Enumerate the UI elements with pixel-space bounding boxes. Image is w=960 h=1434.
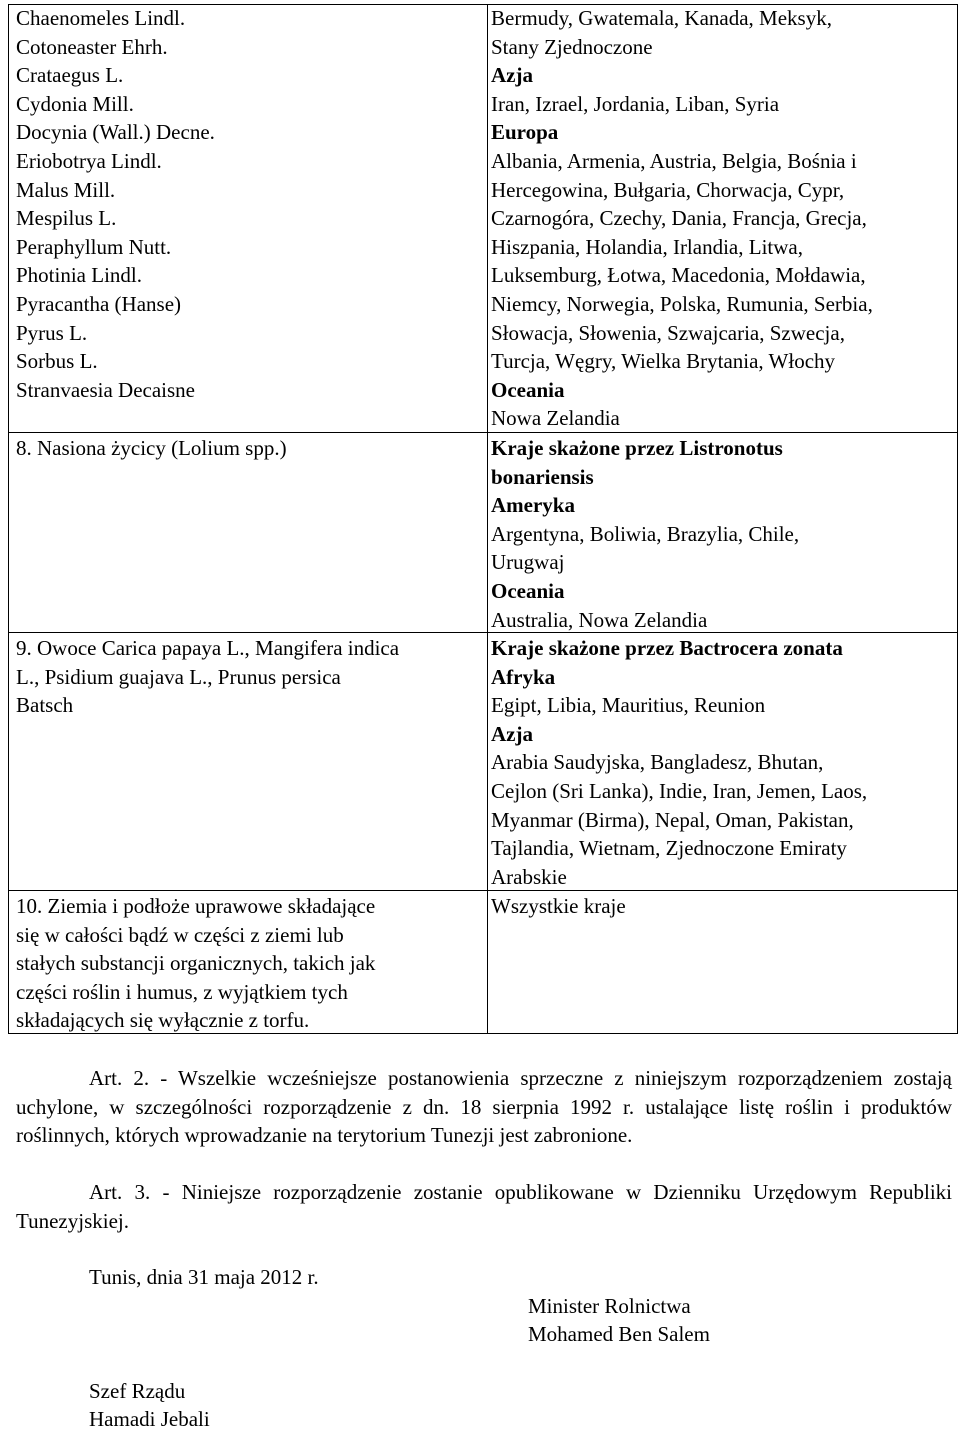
country-list-line: Bermudy, Gwatemala, Kanada, Meksyk, <box>491 6 832 30</box>
pest-heading: Kraje skażone przez Listronotus <box>491 436 783 460</box>
table-row-1-left <box>16 4 215 404</box>
regulated-item: Batsch <box>16 693 74 718</box>
pest-heading: Kraje skażone przez Bactrocera zonata <box>491 636 843 660</box>
genus-name: Docynia (Wall.) Decne. <box>16 120 215 145</box>
region-heading: Ameryka <box>491 493 575 518</box>
country-list-line: Iran, Izrael, Jordania, Liban, Syria <box>491 91 780 116</box>
region-heading: Oceania <box>491 377 565 402</box>
table-row-2-left <box>16 434 287 463</box>
regulated-item: składających się wyłącznie z torfu. <box>16 1008 310 1033</box>
country-list-line: Argentyna, Boliwia, Brazylia, Chile, <box>491 521 800 546</box>
country-list-line: Myanmar (Birma), Nepal, Oman, Pakistan, <box>491 807 854 832</box>
regulated-item: L., Psidium guajava L., Prunus persica <box>16 664 341 689</box>
table-row-3-left <box>16 634 399 720</box>
region-heading: Europa <box>491 120 559 145</box>
table-border-right <box>957 4 958 1034</box>
genus-name: Peraphyllum Nutt. <box>16 234 172 259</box>
regulated-item: części roślin i humus, z wyjątkiem tych <box>16 979 348 1004</box>
genus-name: Sorbus L. <box>16 349 98 374</box>
genus-name: Chaenomeles Lindl. <box>16 6 186 30</box>
country-list-line: Stany Zjednoczone <box>491 34 653 59</box>
minister-name: Mohamed Ben Salem <box>528 1322 710 1346</box>
regulated-item: 9. Owoce Carica papaya L., Mangifera indica <box>16 636 400 660</box>
region-heading: Azja <box>491 721 533 746</box>
table-column-divider <box>487 4 488 1034</box>
table-row-2-right <box>491 434 799 634</box>
genus-name: Photinia Lindl. <box>16 263 142 288</box>
minister-title: Minister Rolnictwa <box>528 1294 691 1318</box>
country-list-line: Australia, Nowa Zelandia <box>491 607 708 632</box>
region-heading: Azja <box>491 63 533 88</box>
genus-name: Pyrus L. <box>16 320 88 345</box>
regulated-item: 10. Ziemia i podłoże uprawowe składające <box>16 894 376 918</box>
genus-name: Stranvaesia Decaisne <box>16 377 196 402</box>
pm-name: Hamadi Jebali <box>89 1407 210 1431</box>
country-list-line: Arabskie <box>491 864 567 889</box>
place-date: Tunis, dnia 31 maja 2012 r. <box>89 1265 319 1289</box>
genus-name: Eriobotrya Lindl. <box>16 148 162 173</box>
regulated-item: stałych substancji organicznych, takich jak <box>16 951 376 976</box>
genus-name: Mespilus L. <box>16 206 117 231</box>
region-heading: Oceania <box>491 578 565 603</box>
country-list-line: Nowa Zelandia <box>491 406 620 431</box>
genus-name: Cotoneaster Ehrh. <box>16 34 168 59</box>
country-list-line: Niemcy, Norwegia, Polska, Rumunia, Serbia, <box>491 291 873 316</box>
article-2: Art. 2. - Wszelkie wcześniejsze postanowienia sprzeczne z niniejszym rozporządzeniem zostają uchylone, w szczególności rozporządzenie z dn. 18 sierpnia 1992 r. ustalające listę roślin i produktów roślinnych, których wprowadzanie na terytorium Tunezji jest zabronione. <box>16 1066 952 1148</box>
country-list-line: Słowacja, Słowenia, Szwajcaria, Szwecja, <box>491 320 845 345</box>
country-list-line: Czarnogóra, Czechy, Dania, Francja, Grecja, <box>491 206 867 231</box>
pm-title: Szef Rządu <box>89 1379 186 1403</box>
genus-name: Crataegus L. <box>16 63 124 88</box>
country-list-line: Albania, Armenia, Austria, Belgia, Bośnia i <box>491 148 857 173</box>
genus-name: Malus Mill. <box>16 177 116 202</box>
table-border-left <box>8 4 9 1034</box>
table-row-1-right <box>491 4 873 433</box>
country-list-line: Luksemburg, Łotwa, Macedonia, Mołdawia, <box>491 263 866 288</box>
regulated-item: się w całości bądź w części z ziemi lub <box>16 922 344 947</box>
genus-name: Cydonia Mill. <box>16 91 134 116</box>
country-list-line: Egipt, Libia, Mauritius, Reunion <box>491 693 766 718</box>
regulated-item: 8. Nasiona życicy (Lolium spp.) <box>16 436 287 460</box>
country-list-line: Hiszpania, Holandia, Irlandia, Litwa, <box>491 234 803 259</box>
genus-name: Pyracantha (Hanse) <box>16 291 182 316</box>
country-list-line: Hercegowina, Bułgaria, Chorwacja, Cypr, <box>491 177 845 202</box>
country-list-line: Turcja, Węgry, Wielka Brytania, Włochy <box>491 349 836 374</box>
pest-heading: bonariensis <box>491 464 594 489</box>
region-heading: Afryka <box>491 664 556 689</box>
table-row-4-right <box>491 892 626 921</box>
country-list-line: Arabia Saudyjska, Bangladesz, Bhutan, <box>491 750 824 775</box>
pest-countries-table <box>8 4 958 1034</box>
country-list-line: Wszystkie kraje <box>491 894 626 918</box>
country-list-line: Cejlon (Sri Lanka), Indie, Iran, Jemen, Laos, <box>491 778 868 803</box>
table-row-divider <box>8 632 958 633</box>
table-row-4-left <box>16 892 375 1035</box>
table-row-3-right <box>491 634 867 891</box>
article-3: Art. 3. - Niniejsze rozporządzenie zostanie opublikowane w Dzienniku Urzędowym Republiki Tunezyjskiej. <box>16 1180 952 1233</box>
country-list-line: Urugwaj <box>491 550 565 575</box>
country-list-line: Tajlandia, Wietnam, Zjednoczone Emiraty <box>491 836 847 861</box>
